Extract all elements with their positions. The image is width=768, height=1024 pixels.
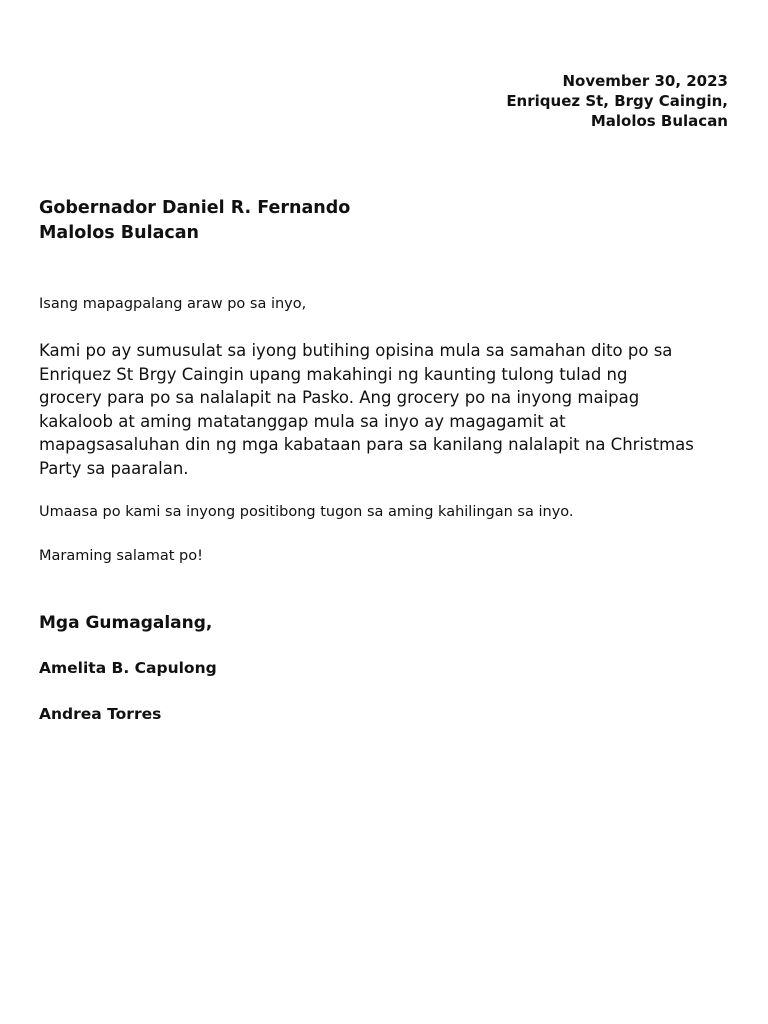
recipient-name: Gobernador Daniel R. Fernando	[39, 198, 351, 218]
recipient-block	[39, 196, 350, 246]
signatory-name: Andrea Torres	[39, 705, 162, 723]
body-line: kakaloob at aming matatanggap mula sa inyo ay magagamit at	[39, 411, 566, 431]
body-line: Enriquez St Brgy Caingin upang makahingi ng kaunting tulong tulad ng	[39, 364, 628, 384]
body-line: grocery para po sa nalalapit na Pasko. Ang grocery po na inyong maipag	[39, 388, 640, 407]
thanks-line: Maraming salamat po!	[39, 548, 203, 564]
signatory-name: Amelita B. Capulong	[39, 659, 217, 677]
sender-address-line1: Enriquez St, Brgy Caingin,	[506, 92, 728, 110]
body-line: Kami po ay sumusulat sa iyong butihing opisina mula sa samahan dito po sa	[39, 341, 673, 360]
recipient-location: Malolos Bulacan	[39, 223, 200, 243]
letter-date: November 30, 2023	[562, 72, 728, 90]
hope-paragraph: Umaasa po kami sa inyong positibong tugon sa aming kahilingan sa inyo.	[39, 504, 574, 520]
body-paragraph	[39, 339, 744, 480]
greeting: Isang mapagpalang araw po sa inyo,	[39, 296, 307, 312]
sender-address-line2: Malolos Bulacan	[590, 112, 728, 130]
sender-block	[506, 71, 728, 131]
body-line: Party sa paaralan.	[39, 458, 189, 478]
closing-line: Mga Gumagalang,	[39, 613, 213, 633]
body-line: mapagsasaluhan din ng mga kabataan para sa kanilang nalalapit na Christmas	[39, 435, 694, 454]
